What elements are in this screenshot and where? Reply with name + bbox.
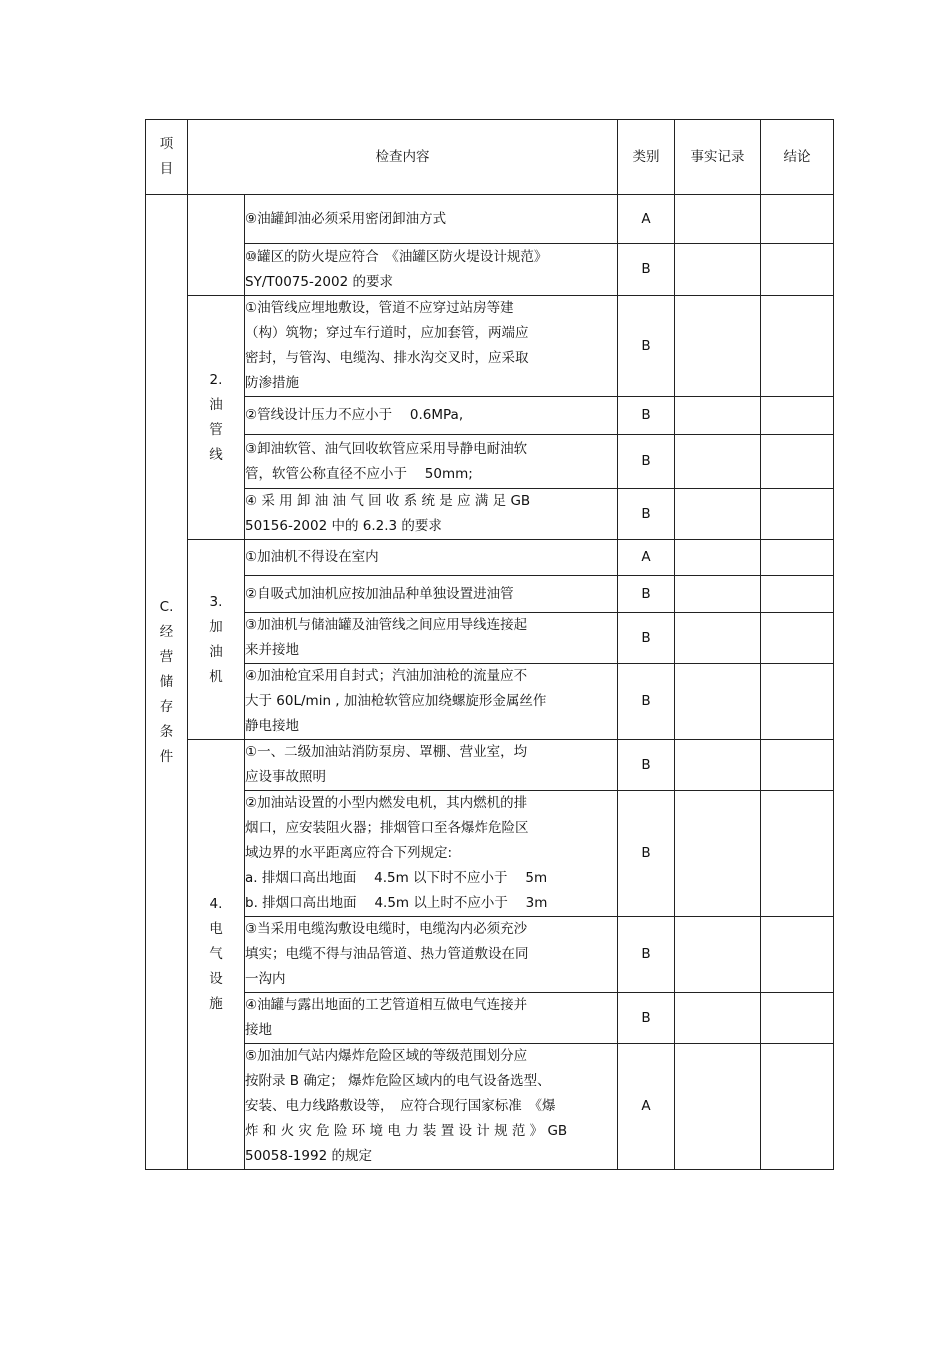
table-row	[146, 296, 834, 397]
group-label-3: 3. 加 油 机	[188, 540, 245, 740]
check-item: ⑤加油加气站内爆炸危险区域的等级范围划分应 按附录 B 确定； 爆炸危险区域内的电气设备选型、 安装、电力线路敷设等， 应符合现行国家标准 《爆 炸 和 火 灾 危 险 环 境 电 力 装 置 设 计 规 范 》 GB 50058-1992 的规定	[245, 1044, 618, 1170]
conclusion-cell[interactable]	[761, 993, 834, 1044]
record-cell[interactable]	[675, 296, 761, 397]
table-row	[146, 397, 834, 435]
table-row	[146, 664, 834, 740]
category-cell: B	[618, 244, 675, 296]
check-item: ①油管线应埋地敷设，管道不应穿过站房等建 （构）筑物；穿过车行道时，应加套管，两端应 密封，与管沟、电缆沟、排水沟交叉时，应采取 防渗措施	[245, 296, 618, 397]
conclusion-cell[interactable]	[761, 664, 834, 740]
conclusion-cell[interactable]	[761, 1044, 834, 1170]
record-cell[interactable]	[675, 489, 761, 540]
category-cell: B	[618, 993, 675, 1044]
conclusion-cell[interactable]	[761, 740, 834, 791]
category-cell: A	[618, 195, 675, 244]
table-row	[146, 740, 834, 791]
check-item: ④加油枪宜采用自封式；汽油加油枪的流量应不 大于 60L/min , 加油枪软管应加绕螺旋形金属丝作 静电接地	[245, 664, 618, 740]
group-label-1	[188, 195, 245, 296]
check-item: ①加油机不得设在室内	[245, 540, 618, 576]
check-item: ④ 采 用 卸 油 油 气 回 收 系 统 是 应 满 足 GB 50156-2002 中的 6.2.3 的要求	[245, 489, 618, 540]
category-cell: B	[618, 489, 675, 540]
table-row	[146, 435, 834, 489]
category-cell: B	[618, 576, 675, 613]
record-cell[interactable]	[675, 195, 761, 244]
check-item: ①一、二级加油站消防泵房、罩棚、营业室，均 应设事故照明	[245, 740, 618, 791]
conclusion-cell[interactable]	[761, 489, 834, 540]
group-label-2: 2. 油 管 线	[188, 296, 245, 540]
category-cell: B	[618, 664, 675, 740]
table-row	[146, 613, 834, 664]
category-cell: B	[618, 917, 675, 993]
header-content: 检查内容	[188, 120, 618, 195]
category-cell: B	[618, 791, 675, 917]
conclusion-cell[interactable]	[761, 540, 834, 576]
check-item: ②加油站设置的小型内燃发电机，其内燃机的排 烟口，应安装阻火器；排烟管口至各爆炸危险区 域边界的水平距离应符合下列规定: a. 排烟口高出地面 4.5m 以下时不应小于 5m b. 排烟口高出地面 4.5m 以上时不应小于 3m	[245, 791, 618, 917]
check-item: ④油罐与露出地面的工艺管道相互做电气连接并 接地	[245, 993, 618, 1044]
table-row	[146, 791, 834, 917]
record-cell[interactable]	[675, 540, 761, 576]
check-item: ③当采用电缆沟敷设电缆时，电缆沟内必须充沙 填实；电缆不得与油品管道、热力管道敷设在同 一沟内	[245, 917, 618, 993]
group-label-4: 4. 电 气 设 施	[188, 740, 245, 1170]
conclusion-cell[interactable]	[761, 195, 834, 244]
record-cell[interactable]	[675, 917, 761, 993]
category-cell: A	[618, 540, 675, 576]
conclusion-cell[interactable]	[761, 613, 834, 664]
check-item: ②自吸式加油机应按加油品种单独设置进油管	[245, 576, 618, 613]
category-cell: B	[618, 613, 675, 664]
check-item: ③卸油软管、油气回收软管应采用导静电耐油软 管，软管公称直径不应小于 50mm;	[245, 435, 618, 489]
check-item: ②管线设计压力不应小于 0.6MPa,	[245, 397, 618, 435]
table-row	[146, 244, 834, 296]
record-cell[interactable]	[675, 244, 761, 296]
table-row	[146, 576, 834, 613]
check-item: ⑨油罐卸油必须采用密闭卸油方式	[245, 195, 618, 244]
header-row	[146, 120, 834, 195]
table-row	[146, 540, 834, 576]
check-item: ③加油机与储油罐及油管线之间应用导线连接起 来并接地	[245, 613, 618, 664]
header-project: 项 目	[146, 120, 188, 195]
record-cell[interactable]	[675, 1044, 761, 1170]
record-cell[interactable]	[675, 435, 761, 489]
table-row	[146, 1044, 834, 1170]
conclusion-cell[interactable]	[761, 576, 834, 613]
table-row	[146, 489, 834, 540]
record-cell[interactable]	[675, 397, 761, 435]
header-conclusion: 结论	[761, 120, 834, 195]
record-cell[interactable]	[675, 740, 761, 791]
check-item: ⑩罐区的防火堤应符合 《油罐区防火堤设计规范》 SY/T0075-2002 的要求	[245, 244, 618, 296]
record-cell[interactable]	[675, 613, 761, 664]
header-record: 事实记录	[675, 120, 761, 195]
table-row	[146, 917, 834, 993]
category-cell: A	[618, 1044, 675, 1170]
conclusion-cell[interactable]	[761, 791, 834, 917]
header-category: 类别	[618, 120, 675, 195]
conclusion-cell[interactable]	[761, 296, 834, 397]
category-cell: B	[618, 397, 675, 435]
category-cell: B	[618, 296, 675, 397]
conclusion-cell[interactable]	[761, 244, 834, 296]
category-cell: B	[618, 435, 675, 489]
section-label: C. 经 营 储 存 条 件	[146, 195, 188, 1170]
record-cell[interactable]	[675, 993, 761, 1044]
conclusion-cell[interactable]	[761, 435, 834, 489]
inspection-table	[145, 119, 834, 1170]
record-cell[interactable]	[675, 791, 761, 917]
category-cell: B	[618, 740, 675, 791]
table-row	[146, 993, 834, 1044]
conclusion-cell[interactable]	[761, 917, 834, 993]
table-row	[146, 195, 834, 244]
conclusion-cell[interactable]	[761, 397, 834, 435]
record-cell[interactable]	[675, 576, 761, 613]
record-cell[interactable]	[675, 664, 761, 740]
